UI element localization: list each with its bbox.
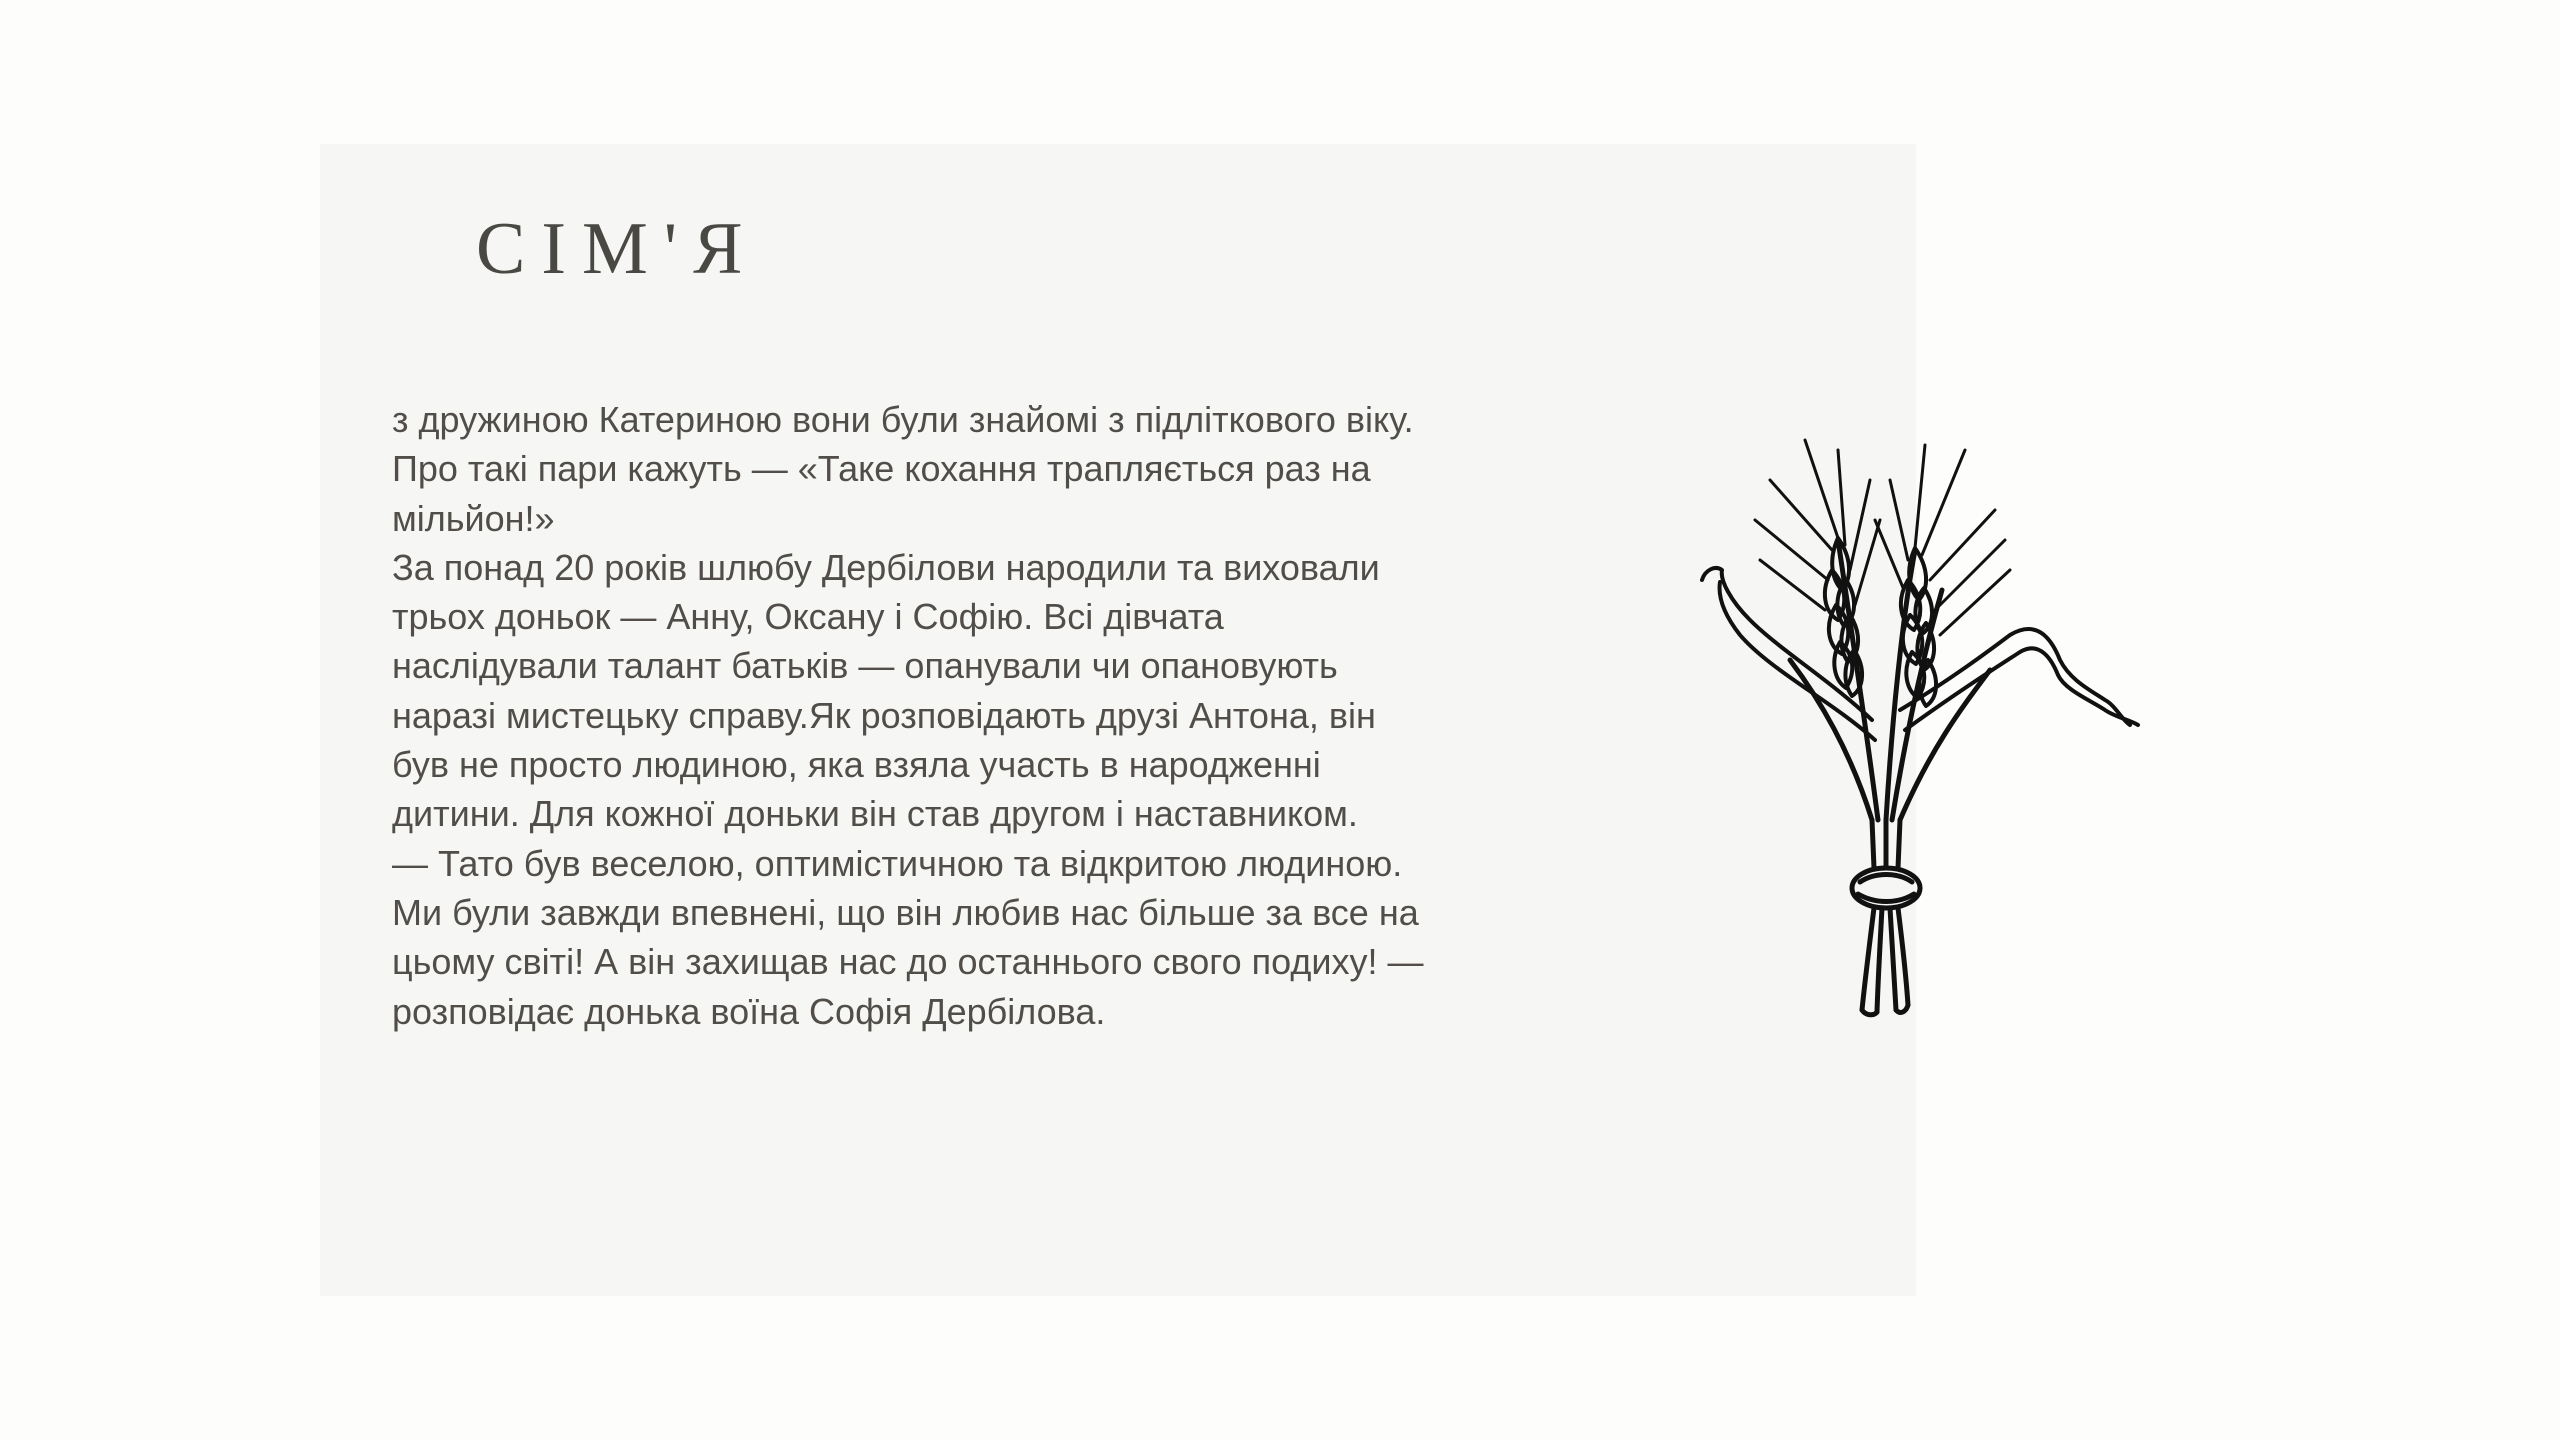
paragraph-2: За понад 20 років шлюбу Дербілови народили та виховали трьох доньок — Анну, Оксану і Софію. Всі дівчата наслідували талант батьків — опанували чи опановують наразі мистецьку справу.Як розповідають друзі Антона, він був не просто людиною, яка взяла участь в народженні дитини. Для кожної доньки він став другом і наставником. [392,546,1380,835]
paragraph-1: з дружиною Катериною вони були знайомі з підліткового віку. Про такі пари кажуть — «Таке кохання трапляється раз на мільйон!» [392,399,1414,539]
wheat-bundle-icon [1660,420,2220,1020]
paragraph-3: — Тато був веселою, оптимістичною та відкритою людиною. Ми були завжди впевнені, що він любив нас більше за все на цьому світі! А він захищав нас до останнього свого подиху! — розповідає донька воїна Софія Дербілова. [392,842,1424,1032]
body-text [392,395,1432,1036]
section-title: СІМ'Я [476,208,759,290]
